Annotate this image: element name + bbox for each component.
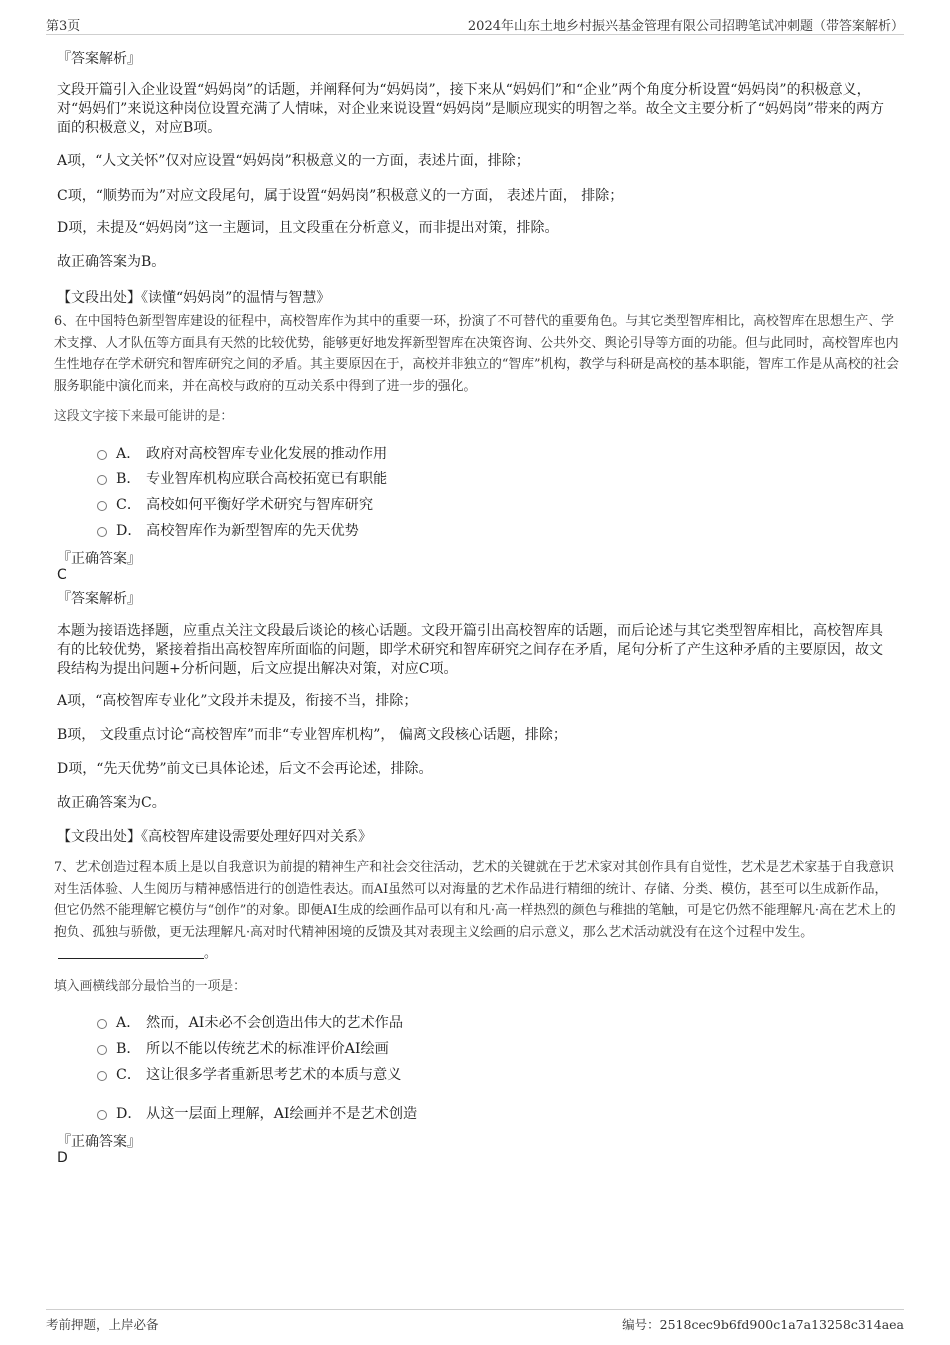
option-text: 所以不能以传统艺术的标准评价AI绘画 (146, 1041, 389, 1057)
radio-icon[interactable] (97, 1019, 107, 1029)
option-text: 专业智库机构应联合高校拓宽已有职能 (146, 471, 388, 487)
footer-slogan: 考前押题，上岸必备 (46, 1317, 159, 1332)
radio-icon[interactable] (97, 527, 107, 537)
document-title: 2024年山东土地乡村振兴基金管理有限公司招聘笔试冲刺题（带答案解析） (467, 19, 904, 34)
option-letter: C． (116, 1067, 142, 1083)
q7-option-c[interactable] (97, 1064, 401, 1084)
option-letter: C． (116, 497, 142, 513)
option-text: 高校智库作为新型智库的先天优势 (146, 523, 359, 539)
q6-analysis-option-b: B项， 文段重点讨论“高校智库”而非“专业智库机构”， 偏离文段核心话题，排除； (57, 727, 567, 743)
page-header (46, 14, 904, 35)
radio-icon[interactable] (97, 1045, 107, 1055)
page-footer (46, 1309, 904, 1332)
q7-text: 7、艺术创造过程本质上是以自我意识为前提的精神生产和社会交往活动，艺术的关键就在于艺术家对其创作具有自觉性，艺术是艺术家基于自我意识对生活体验、人生阅历与精神感悟进行的创造性表达。而AI虽然可以对海量的艺术作品进行精细的统计、存储、分类、模仿，甚至可以生成新作品，但它仍然不能理解它模仿与“创作”的对象。即便AI生成的绘画作品可以有和凡·高一样热烈的颜色与稚拙的笔触，可是它仍然不能理解凡·高在艺术上的抱负、孤独与骄傲，更无法理解凡·高对时代精神困境的反馈及其对表现主义绘画的启示意义，那么艺术活动就没有在这个过程中发生。 (54, 860, 896, 940)
q6-analysis-paragraph: 本题为接语选择题，应重点关注文段最后谈论的核心话题。文段开篇引出高校智库的话题，而后论述与其它类型智库相比，高校智库具有的比较优势，紧接着指出高校智库所面临的问题，即学术研究和智库研究之间存在矛盾，尾句分析了产生这种矛盾的主要原因，故文段结构为提出问题+分析问题，后文应提出解决对策，对应C项。 (57, 623, 883, 677)
radio-icon[interactable] (97, 1110, 107, 1120)
q5-analysis-option-c: C项，“顺势而为”对应文段尾句，属于设置“妈妈岗”积极意义的一方面， 表述片面， 排除； (57, 188, 624, 204)
q5-analysis-option-a: A项，“人文关怀”仅对应设置“妈妈岗”积极意义的一方面，表述片面，排除； (57, 153, 530, 169)
radio-icon[interactable] (97, 501, 107, 511)
q6-analysis-option-d: D项，“先天优势”前文已具体论述，后文不会再论述，排除。 (57, 761, 433, 777)
q6-answer-label: 『正确答案』 (57, 551, 141, 567)
radio-icon[interactable] (97, 475, 107, 485)
option-text: 政府对高校智库专业化发展的推动作用 (146, 446, 388, 462)
q6-option-b[interactable] (97, 468, 387, 488)
option-text: 高校如何平衡好学术研究与智库研究 (146, 497, 374, 513)
q6-question-text: 6、在中国特色新型智库建设的征程中，高校智库作为其中的重要一环，扮演了不可替代的重要角色。与其它类型智库相比，高校智库在思想生产、学术支撑、人才队伍等方面具有天然的比较优势，能够更好地发挥新型智库在决策咨询、公共外交、舆论引导等方面的功能。但与此同时，高校智库也内生性地存在学术研究和智库研究之间的矛盾。其主要原因在于，高校并非独立的“智库”机构，教学与科研是高校的基本职能，智库工作是从高校的社会服务职能中演化而来，并在高校与政府的互动关系中得到了进一步的强化。 (54, 314, 899, 394)
q5-source: 【文段出处】《读懂“妈妈岗”的温情与智慧》 (57, 290, 331, 306)
q6-option-a[interactable] (97, 443, 387, 463)
answer-blank (58, 945, 204, 959)
option-text: 从这一层面上理解，AI绘画并不是艺术创造 (146, 1106, 418, 1122)
q5-conclusion: 故正确答案为B。 (57, 254, 166, 270)
option-letter: A． (116, 1015, 141, 1031)
q5-analysis-paragraph: 文段开篇引入企业设置“妈妈岗”的话题，并阐释何为“妈妈岗”，接下来从“妈妈们”和“企业”两个角度分析设置“妈妈岗”的积极意义，对“妈妈们”来说这种岗位设置充满了人情味，对企业来说设置“妈妈岗”是顺应现实的明智之举。故全文主要分析了“妈妈岗”带来的两方面的积极意义，对应B项。 (57, 82, 884, 136)
option-text: 然而，AI未必不会创造出伟大的艺术作品 (146, 1015, 404, 1031)
option-letter: B． (116, 1041, 141, 1057)
radio-icon[interactable] (97, 1071, 107, 1081)
q6-conclusion: 故正确答案为C。 (57, 795, 166, 811)
page-number: 第3页 (46, 19, 81, 34)
q7-option-d[interactable] (97, 1103, 417, 1123)
radio-icon[interactable] (97, 450, 107, 460)
option-letter: D． (116, 1106, 142, 1122)
q7-text-end: 。 (204, 946, 217, 961)
option-letter: A． (116, 446, 141, 462)
q7-prompt: 填入画横线部分最恰当的一项是： (54, 979, 246, 994)
q7-option-a[interactable] (97, 1012, 403, 1032)
q6-prompt: 这段文字接下来最可能讲的是： (54, 409, 234, 424)
q6-analysis-option-a: A项，“高校智库专业化”文段并未提及，衔接不当，排除； (57, 693, 418, 709)
q5-analysis-option-d: D项，未提及“妈妈岗”这一主题词，且文段重在分析意义，而非提出对策，排除。 (57, 220, 559, 236)
q7-answer-label: 『正确答案』 (57, 1134, 141, 1150)
q7-question-text (54, 857, 900, 965)
q6-analysis-label: 『答案解析』 (57, 591, 141, 607)
q7-answer: D (57, 1150, 68, 1166)
q6-source: 【文段出处】《高校智库建设需要处理好四对关系》 (57, 829, 372, 845)
q6-option-d[interactable] (97, 520, 359, 540)
q5-analysis-label: 『答案解析』 (57, 51, 141, 67)
q6-answer: C (57, 567, 67, 583)
q6-option-c[interactable] (97, 494, 373, 514)
option-text: 这让很多学者重新思考艺术的本质与意义 (146, 1067, 402, 1083)
q7-option-b[interactable] (97, 1038, 389, 1058)
option-letter: B． (116, 471, 141, 487)
document-id: 编号：2518cec9b6fd900c1a7a13258c314aea (622, 1317, 904, 1332)
option-letter: D． (116, 523, 142, 539)
